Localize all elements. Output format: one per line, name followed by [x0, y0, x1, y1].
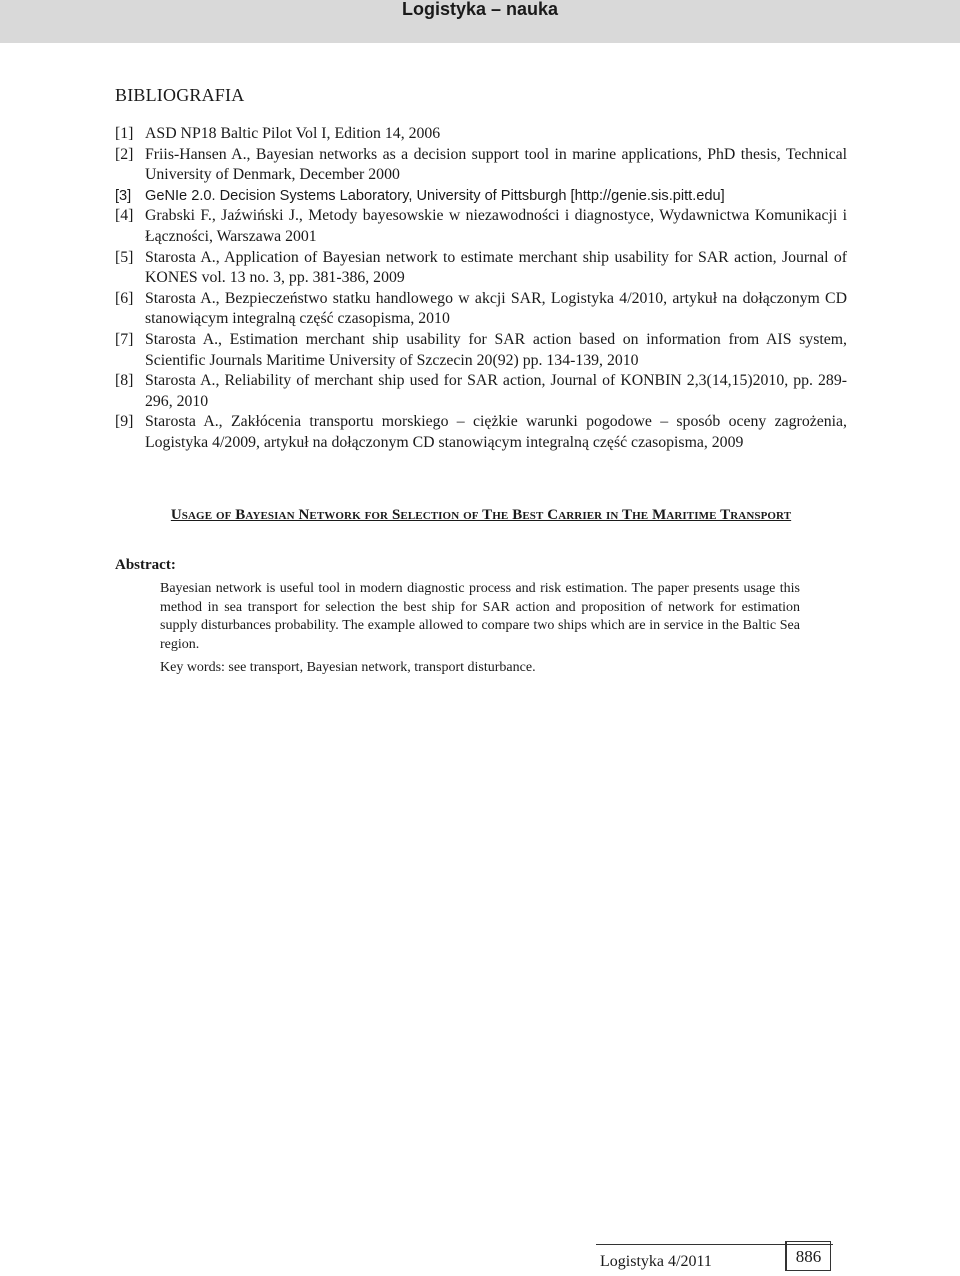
entry-text: Starosta A., Reliability of merchant ship used for SAR action, Journal of KONBIN 2,3(14,15)2010, pp. 289-296, 2010	[145, 372, 847, 410]
bibliography-entry	[115, 206, 847, 247]
entry-number: [6]	[115, 289, 134, 307]
abstract-label: Abstract:	[115, 557, 176, 573]
bibliography-entry	[115, 145, 847, 186]
article-title: Usage of Bayesian Network for Selection of The Best Carrier in The Maritime Transport	[170, 507, 792, 523]
running-header-title: Logistyka – nauka	[401, 0, 559, 19]
entry-text: Grabski F., Jaźwiński J., Metody bayesowskie w niezawodności i diagnostyce, Wydawnictwa Komunikacji i Łączności, Warszawa 2001	[145, 207, 847, 245]
entry-number: [5]	[115, 248, 134, 266]
bibliography-list	[115, 124, 847, 454]
bibliography-entry	[115, 330, 847, 371]
entry-text: Starosta A., Bezpieczeństwo statku handlowego w akcji SAR, Logistyka 4/2010, artykuł na dołączonym CD stanowiącym integralną część czasopisma, 2010	[145, 289, 847, 328]
bibliography-entry	[115, 289, 847, 330]
entry-number: [2]	[115, 145, 134, 163]
bibliography-entry	[115, 371, 847, 412]
entry-number: [1]	[115, 125, 134, 142]
keywords: Key words: see transport, Bayesian network, transport disturbance.	[160, 660, 536, 675]
entry-text: Starosta A., Application of Bayesian network to estimate merchant ship usability for SAR action, Journal of KONES vol. 13 no. 3, pp. 381-386, 2009	[145, 248, 847, 287]
entry-text: ASD NP18 Baltic Pilot Vol I, Edition 14, 2006	[145, 125, 441, 142]
entry-number: [7]	[115, 330, 134, 348]
entry-number: [3]	[115, 187, 132, 204]
bibliography-entry	[115, 124, 847, 145]
running-header	[0, 0, 960, 43]
entry-text: GeNIe 2.0. Decision Systems Laboratory, University of Pittsburgh [http://genie.sis.pitt.edu]	[145, 187, 725, 204]
entry-number: [8]	[115, 372, 134, 390]
entry-text: Starosta A., Estimation merchant ship usability for SAR action based on information from AIS system, Scientific Journals Maritime University of Szczecin 20(92) pp. 134-139, 2010	[145, 330, 847, 369]
bibliography-entry	[115, 248, 847, 289]
bibliography-entry	[115, 412, 847, 453]
entry-number: [4]	[115, 207, 134, 225]
entry-number: [9]	[115, 413, 134, 431]
bibliography-entry	[115, 186, 847, 207]
abstract-text: Bayesian network is useful tool in modern diagnostic process and risk estimation. The paper presents usage this method in sea transport for selection the best ship for SAR action and proposition of network for estimation supply disturbances probability. The example allowed to compare two ships which are in service in the Baltic Sea region.	[160, 581, 800, 652]
entry-text: Friis-Hansen A., Bayesian networks as a decision support tool in marine applications, PhD thesis, Technical University of Denmark, December 2000	[145, 145, 847, 184]
footer-journal-name: Logistyka 4/2011	[600, 1253, 712, 1270]
page-number: 886	[785, 1241, 831, 1271]
bibliography-heading: BIBLIOGRAFIA	[115, 85, 245, 105]
entry-text: Starosta A., Zakłócenia transportu morskiego – ciężkie warunki pogodowe – sposób oceny zagrożenia, Logistyka 4/2009, artykuł na dołączonym CD stanowiącym integralną część czasopisma, 2009	[145, 413, 847, 451]
